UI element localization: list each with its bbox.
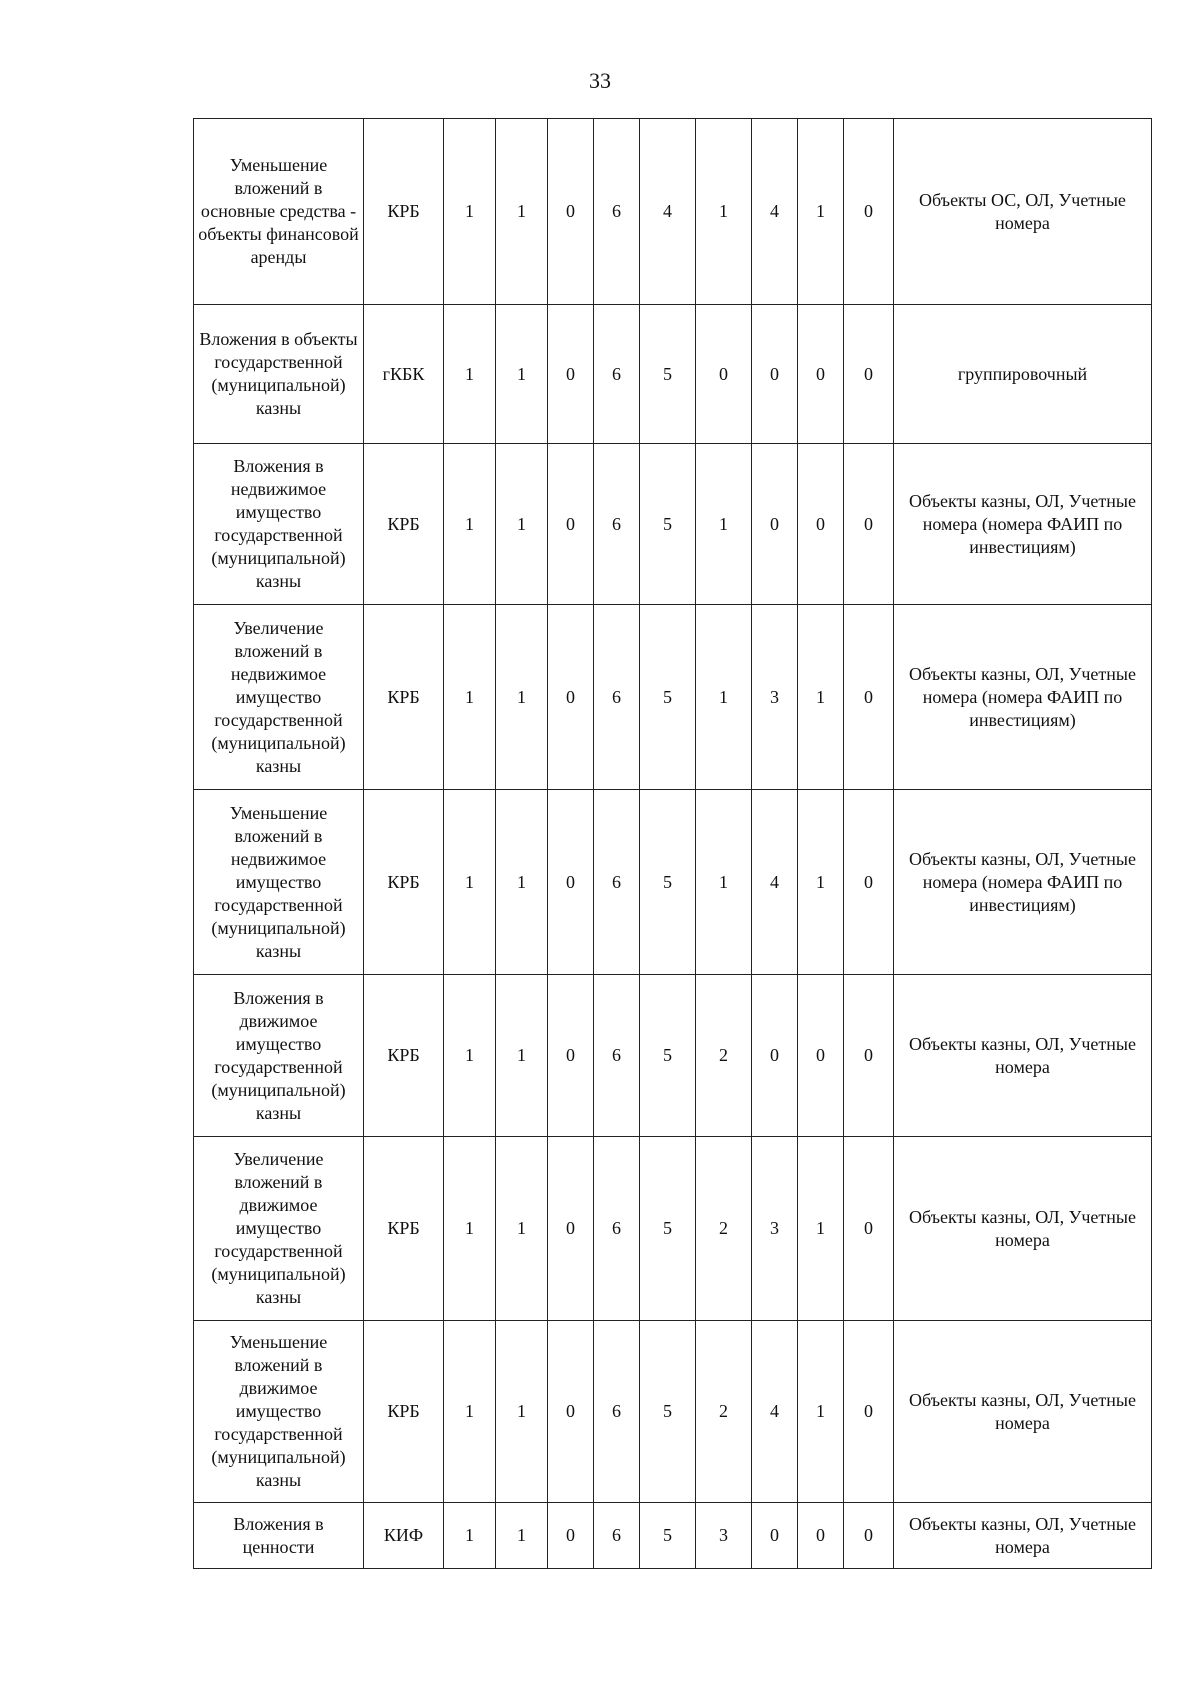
account-code-type: гКБК <box>364 305 444 444</box>
account-digit: 1 <box>696 790 752 975</box>
account-digit: 1 <box>798 790 844 975</box>
account-name: Уменьшение вложений в недвижимое имущество государственной (муниципальной) казны <box>194 790 364 975</box>
account-digit: 0 <box>844 119 894 305</box>
account-name: Увеличение вложений в движимое имущество государственной (муниципальной) казны <box>194 1137 364 1321</box>
account-digit: 1 <box>444 1137 496 1321</box>
account-digit: 6 <box>594 975 640 1137</box>
account-digit: 5 <box>640 1137 696 1321</box>
account-name: Уменьшение вложений в движимое имущество государственной (муниципальной) казны <box>194 1321 364 1503</box>
account-digit: 1 <box>496 1137 548 1321</box>
account-digit: 0 <box>752 444 798 605</box>
table-row <box>194 1503 1152 1569</box>
analytics-cell: Объекты казны, ОЛ, Учетные номера <box>894 975 1152 1137</box>
account-name: Вложения в недвижимое имущество государственной (муниципальной) казны <box>194 444 364 605</box>
analytics-cell: Объекты казны, ОЛ, Учетные номера (номера ФАИП по инвестициям) <box>894 790 1152 975</box>
account-digit: 0 <box>548 1137 594 1321</box>
account-digit: 6 <box>594 1503 640 1569</box>
account-digit: 4 <box>640 119 696 305</box>
account-code-type: КРБ <box>364 444 444 605</box>
analytics-cell: Объекты казны, ОЛ, Учетные номера <box>894 1137 1152 1321</box>
account-digit: 1 <box>496 605 548 790</box>
analytics-cell: группировочный <box>894 305 1152 444</box>
account-digit: 6 <box>594 444 640 605</box>
account-digit: 1 <box>696 119 752 305</box>
account-digit: 5 <box>640 790 696 975</box>
account-digit: 1 <box>496 444 548 605</box>
account-digit: 6 <box>594 305 640 444</box>
account-digit: 1 <box>444 605 496 790</box>
account-digit: 2 <box>696 1321 752 1503</box>
account-digit: 0 <box>752 1503 798 1569</box>
account-digit: 0 <box>844 1137 894 1321</box>
account-digit: 0 <box>844 444 894 605</box>
account-digit: 1 <box>444 1503 496 1569</box>
account-digit: 6 <box>594 605 640 790</box>
account-digit: 5 <box>640 1503 696 1569</box>
account-digit: 1 <box>496 790 548 975</box>
account-digit: 0 <box>798 975 844 1137</box>
account-digit: 1 <box>696 605 752 790</box>
account-digit: 0 <box>696 305 752 444</box>
account-digit: 5 <box>640 444 696 605</box>
account-digit: 0 <box>798 1503 844 1569</box>
account-digit: 1 <box>496 1503 548 1569</box>
account-code-type: КРБ <box>364 1321 444 1503</box>
account-digit: 2 <box>696 1137 752 1321</box>
account-digit: 6 <box>594 119 640 305</box>
account-digit: 4 <box>752 790 798 975</box>
analytics-cell: Объекты казны, ОЛ, Учетные номера <box>894 1503 1152 1569</box>
account-digit: 1 <box>496 1321 548 1503</box>
table-row <box>194 444 1152 605</box>
account-digit: 1 <box>496 119 548 305</box>
account-digit: 3 <box>752 1137 798 1321</box>
account-digit: 5 <box>640 1321 696 1503</box>
account-digit: 0 <box>548 975 594 1137</box>
account-digit: 1 <box>444 444 496 605</box>
account-digit: 6 <box>594 1321 640 1503</box>
account-digit: 6 <box>594 1137 640 1321</box>
account-code-type: КРБ <box>364 119 444 305</box>
account-table <box>193 118 1152 1569</box>
account-digit: 5 <box>640 975 696 1137</box>
account-code-type: КИФ <box>364 1503 444 1569</box>
account-digit: 3 <box>696 1503 752 1569</box>
table-row <box>194 1321 1152 1503</box>
analytics-cell: Объекты ОС, ОЛ, Учетные номера <box>894 119 1152 305</box>
account-digit: 1 <box>798 605 844 790</box>
account-digit: 1 <box>496 975 548 1137</box>
analytics-cell: Объекты казны, ОЛ, Учетные номера (номера ФАИП по инвестициям) <box>894 605 1152 790</box>
account-digit: 5 <box>640 605 696 790</box>
account-digit: 0 <box>548 605 594 790</box>
account-name: Увеличение вложений в недвижимое имущество государственной (муниципальной) казны <box>194 605 364 790</box>
account-digit: 1 <box>798 1321 844 1503</box>
account-digit: 0 <box>548 305 594 444</box>
account-digit: 1 <box>696 444 752 605</box>
account-name: Вложения в движимое имущество государственной (муниципальной) казны <box>194 975 364 1137</box>
analytics-cell: Объекты казны, ОЛ, Учетные номера (номера ФАИП по инвестициям) <box>894 444 1152 605</box>
account-digit: 1 <box>444 975 496 1137</box>
account-digit: 0 <box>548 1321 594 1503</box>
account-code-type: КРБ <box>364 1137 444 1321</box>
account-digit: 1 <box>798 119 844 305</box>
account-digit: 1 <box>444 305 496 444</box>
account-digit: 0 <box>844 790 894 975</box>
account-digit: 0 <box>548 1503 594 1569</box>
account-digit: 4 <box>752 119 798 305</box>
account-digit: 5 <box>640 305 696 444</box>
account-digit: 1 <box>444 790 496 975</box>
account-digit: 0 <box>844 305 894 444</box>
account-digit: 1 <box>444 1321 496 1503</box>
account-code-type: КРБ <box>364 975 444 1137</box>
account-digit: 4 <box>752 1321 798 1503</box>
account-digit: 0 <box>798 305 844 444</box>
account-digit: 0 <box>752 975 798 1137</box>
table-row <box>194 790 1152 975</box>
account-digit: 0 <box>548 444 594 605</box>
account-digit: 1 <box>798 1137 844 1321</box>
account-digit: 0 <box>752 305 798 444</box>
analytics-cell: Объекты казны, ОЛ, Учетные номера <box>894 1321 1152 1503</box>
account-digit: 0 <box>844 1503 894 1569</box>
account-name: Вложения в ценности <box>194 1503 364 1569</box>
table-row <box>194 1137 1152 1321</box>
account-name: Уменьшение вложений в основные средства - объекты финансовой аренды <box>194 119 364 305</box>
account-name: Вложения в объекты государственной (муниципальной) казны <box>194 305 364 444</box>
page-number: 33 <box>589 68 611 93</box>
account-digit: 0 <box>548 119 594 305</box>
table-row <box>194 119 1152 305</box>
account-digit: 0 <box>844 605 894 790</box>
account-digit: 3 <box>752 605 798 790</box>
account-digit: 0 <box>798 444 844 605</box>
table-row <box>194 975 1152 1137</box>
table-row <box>194 305 1152 444</box>
account-digit: 0 <box>548 790 594 975</box>
account-digit: 2 <box>696 975 752 1137</box>
account-digit: 1 <box>496 305 548 444</box>
table-row <box>194 605 1152 790</box>
account-code-type: КРБ <box>364 790 444 975</box>
account-digit: 0 <box>844 975 894 1137</box>
account-digit: 0 <box>844 1321 894 1503</box>
account-code-type: КРБ <box>364 605 444 790</box>
account-digit: 6 <box>594 790 640 975</box>
account-digit: 1 <box>444 119 496 305</box>
